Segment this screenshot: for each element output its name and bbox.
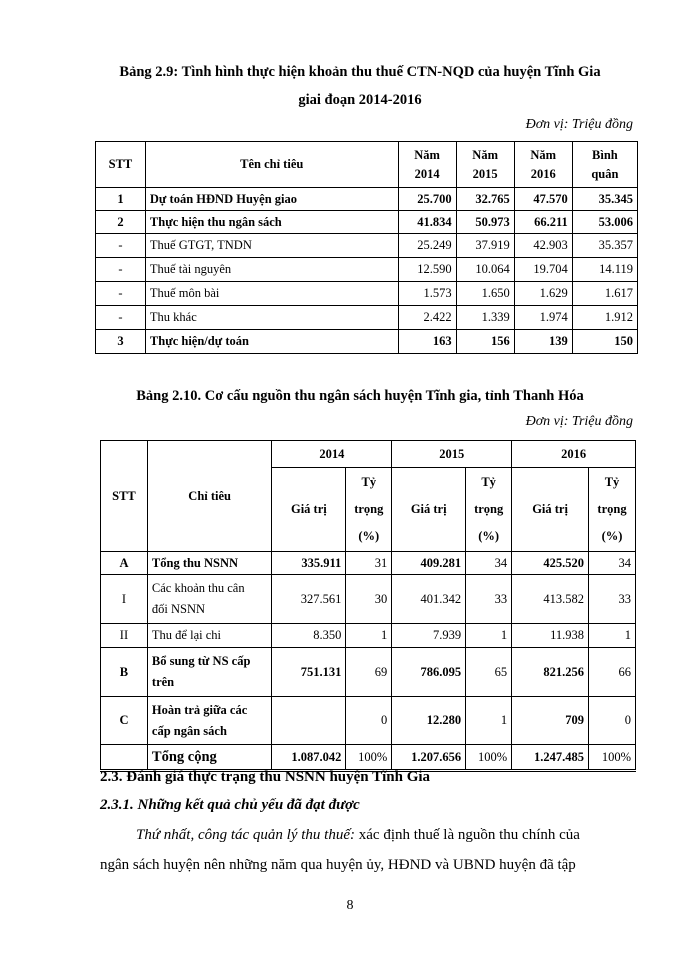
table-row: - Thuế GTGT, TNDN 25.249 37.919 42.903 35.357 xyxy=(96,234,638,258)
table1-header-stt: STT xyxy=(96,142,146,188)
table-row: 2 Thực hiện thu ngân sách 41.834 50.973 66.211 53.006 xyxy=(96,211,638,234)
table1-header-avg: Bình quân xyxy=(572,142,637,188)
table-row: - Thu khác 2.422 1.339 1.974 1.912 xyxy=(96,306,638,330)
table-row: B Bổ sung từ NS cấp trên 751.131 69 786.095 65 821.256 66 xyxy=(101,648,636,697)
table2-header-2015: 2015 xyxy=(392,441,512,468)
table2-total-row: Tổng cộng 1.087.042 100% 1.207.656 100% 1.247.485 100% xyxy=(101,745,636,771)
table1-header-2016: Năm 2016 xyxy=(514,142,572,188)
table1-caption-line1: Bảng 2.9: Tình hình thực hiện khoản thu thuế CTN-NQD của huyện Tĩnh Gia xyxy=(119,64,601,80)
table1-unit: Đơn vị: Triệu đồng xyxy=(525,117,633,132)
table-row: - Thuế môn bài 1.573 1.650 1.629 1.617 xyxy=(96,282,638,306)
para-line2: ngân sách huyện nên những năm qua huyện ủy, HĐND và UBND huyện đã tập xyxy=(100,857,576,873)
table2-header-value: Giá trị xyxy=(512,468,589,552)
table-row: 1 Dự toán HĐND Huyện giao 25.700 32.765 47.570 35.345 xyxy=(96,188,638,211)
table2-header-ratio: Tỷ trọng (%) xyxy=(466,468,512,552)
subsection-heading: 2.3.1. Những kết quả chủ yếu đã đạt được xyxy=(100,797,360,813)
body-paragraph: Thứ nhất, công tác quản lý thu thuế: xác định thuế là nguồn thu chính của ngân sách huyện nên những năm qua huyện ủy, HĐND và UBND huyện đã tập xyxy=(100,820,640,880)
table1-header-row xyxy=(96,142,638,188)
table-2-9 xyxy=(95,141,638,354)
table1-header-2014: Năm 2014 xyxy=(398,142,456,188)
table-row: - Thuế tài nguyên 12.590 10.064 19.704 14.119 xyxy=(96,258,638,282)
section-heading: 2.3. Đánh giá thực trạng thu NSNN huyện Tĩnh Gia xyxy=(100,769,431,785)
table2-unit: Đơn vị: Triệu đồng xyxy=(525,414,633,429)
para-lead: Thứ nhất, công tác quản lý thu thuế: xyxy=(136,827,355,843)
table2-header-years xyxy=(101,441,636,468)
table1-header-name: Tên chỉ tiêu xyxy=(145,142,398,188)
table-row: C Hoàn trả giữa các cấp ngân sách 0 12.280 1 709 0 xyxy=(101,697,636,745)
table-row: A Tổng thu NSNN 335.911 31 409.281 34 425.520 34 xyxy=(101,552,636,575)
table2-header-value: Giá trị xyxy=(392,468,466,552)
table2-header-2016: 2016 xyxy=(512,441,636,468)
table2-header-stt: STT xyxy=(101,441,148,552)
table2-header-value: Giá trị xyxy=(272,468,346,552)
table2-header-name: Chỉ tiêu xyxy=(147,441,272,552)
table2-header-ratio: Tỷ trọng (%) xyxy=(346,468,392,552)
table2-header-ratio: Tỷ trọng (%) xyxy=(589,468,636,552)
table2-caption: Bảng 2.10. Cơ cấu nguồn thu ngân sách huyện Tĩnh gia, tỉnh Thanh Hóa xyxy=(136,388,584,404)
table-row: II Thu để lại chi 8.350 1 7.939 1 11.938 1 xyxy=(101,624,636,648)
table-2-10 xyxy=(100,440,636,772)
table-row: 3 Thực hiện/dự toán 163 156 139 150 xyxy=(96,330,638,354)
table-row: I Các khoản thu cân đối NSNN 327.561 30 401.342 33 413.582 33 xyxy=(101,575,636,624)
table1-caption-line2: giai đoạn 2014-2016 xyxy=(298,92,422,108)
page-number: 8 xyxy=(346,898,354,913)
table1-header-2015: Năm 2015 xyxy=(456,142,514,188)
table2-header-2014: 2014 xyxy=(272,441,392,468)
